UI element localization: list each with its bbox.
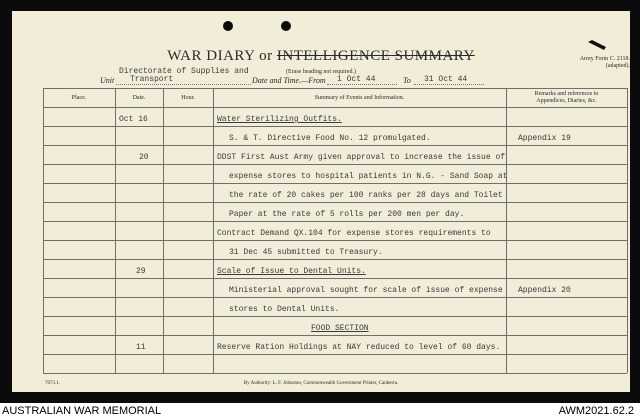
- row-date: 29: [136, 267, 146, 276]
- row-summary: Contract Demand QX.104 for expense stores requirements to: [217, 229, 491, 238]
- archive-caption-bar: [0, 404, 640, 418]
- unit-label: Unit: [100, 76, 115, 85]
- form-title: [12, 48, 630, 65]
- row-date: 20: [139, 153, 149, 162]
- row-summary: 31 Dec 45 submitted to Treasury.: [229, 248, 383, 257]
- punch-hole-right: [281, 21, 291, 31]
- col-header-hour: Hour.: [181, 95, 195, 101]
- row-summary: stores to Dental Units.: [229, 305, 340, 314]
- date-from: 1 Oct 44: [337, 75, 376, 84]
- col-header-place: Place.: [71, 95, 87, 101]
- to-label: To: [403, 76, 411, 85]
- row-summary: the rate of 20 cakes per 100 ranks per 28 days and Toilet: [229, 191, 503, 200]
- unit-value-line1: Directorate of Supplies and: [119, 67, 249, 76]
- row-summary: expense stores to hospital patients in N.G. - Sand Soap at: [229, 172, 508, 181]
- title-main: WAR DIARY: [167, 48, 255, 64]
- row-summary: Paper at the rate of 5 rolls per 200 men per day.: [229, 210, 465, 219]
- form-subtitle: (Erase heading not required.): [286, 69, 356, 75]
- form-adapted-text: (adapted).: [605, 63, 630, 69]
- footer-printer: By Authority: L. F. Johnston, Commonwealth Government Printer, Canberra.: [243, 381, 399, 386]
- date-to: 31 Oct 44: [424, 75, 468, 84]
- row-summary: Water Sterilizing Outfits.: [217, 115, 342, 124]
- archive-reference: AWM2021.62.2: [558, 405, 634, 417]
- col-header-remarks: [506, 91, 627, 105]
- row-date: Oct 16: [119, 115, 148, 124]
- col-header-remarks-line1: Remarks and references to: [534, 91, 599, 97]
- row-summary: S. & T. Directive Food No. 12 promulgated.: [229, 134, 431, 143]
- row-summary: Scale of Issue to Dental Units.: [217, 267, 366, 276]
- punch-hole-left: [223, 21, 233, 31]
- row-summary: DDST First Aust Army given approval to increase the issue of: [217, 153, 506, 162]
- title-or: or: [259, 48, 273, 64]
- row-date: 11: [136, 343, 146, 352]
- col-header-date: Date.: [132, 95, 146, 101]
- col-header-remarks-line2: Appendices, Diaries, &c.: [536, 98, 597, 104]
- form-number: [568, 56, 630, 70]
- row-summary: Reserve Ration Holdings at NAY reduced to level of 60 days.: [217, 343, 501, 352]
- title-struck: INTELLIGENCE SUMMARY: [276, 48, 475, 64]
- row-summary: Ministerial approval sought for scale of issue of expense: [229, 286, 503, 295]
- row-remarks: Appendix 19: [518, 134, 571, 143]
- date-time-label: Date and Time.—From: [252, 76, 326, 85]
- footer-code: 7673.1.: [45, 381, 60, 386]
- unit-value-line2: Transport: [130, 75, 174, 84]
- war-diary-form: [12, 11, 630, 392]
- row-remarks: Appendix 20: [518, 286, 571, 295]
- form-number-text: Army Form C. 2118.: [579, 56, 630, 62]
- col-header-summary: Summary of Events and Information.: [314, 95, 405, 101]
- archive-name: AUSTRALIAN WAR MEMORIAL: [2, 405, 162, 417]
- section-heading: FOOD SECTION: [311, 324, 369, 333]
